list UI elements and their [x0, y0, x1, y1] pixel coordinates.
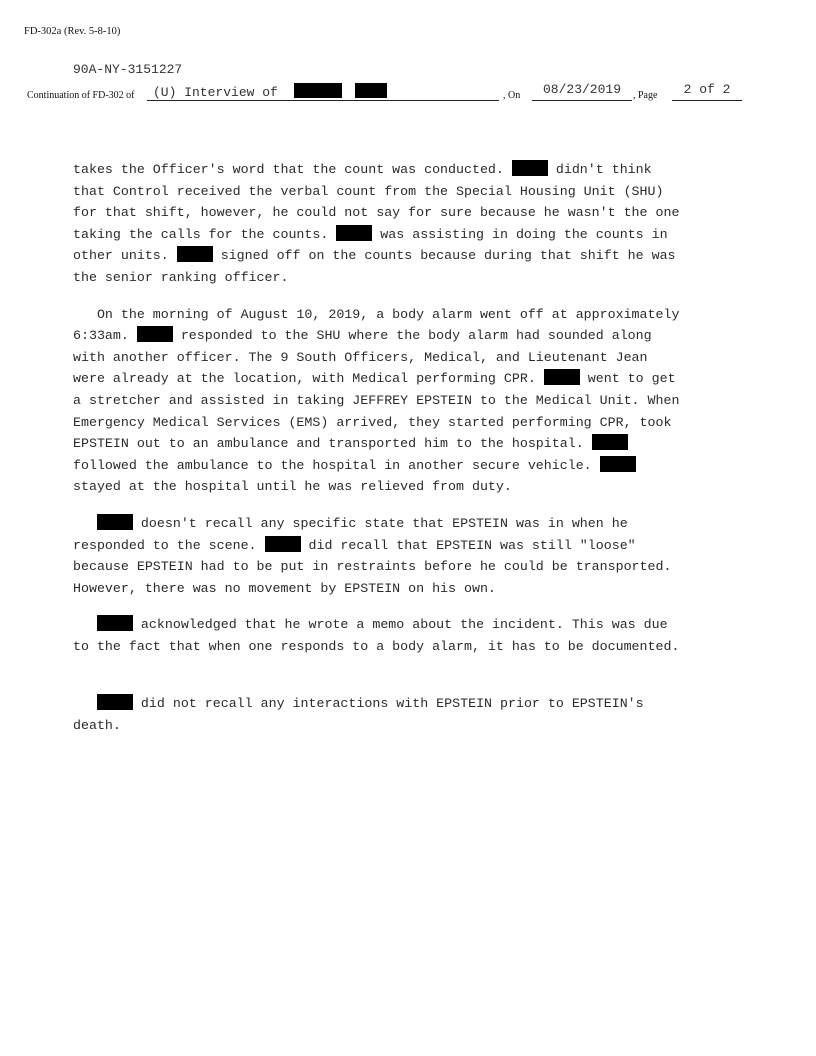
text-segment: didn't think — [547, 162, 652, 177]
text-line — [73, 715, 753, 737]
text-line — [73, 556, 753, 578]
redaction-block — [97, 615, 133, 631]
text-segment — [73, 617, 97, 632]
text-segment: stayed at the hospital until he was relieved from duty. — [73, 479, 512, 495]
text-segment: EPSTEIN out to an ambulance and transported him to the hospital. — [73, 436, 592, 452]
date-field: 08/23/2019 — [532, 83, 632, 101]
text-line — [73, 455, 753, 477]
redaction-block — [512, 160, 548, 176]
text-segment: for that shift, however, he could not say for sure because he wasn't the one — [73, 205, 680, 221]
text-segment: the senior ranking officer. — [73, 269, 289, 285]
text-segment: signed off on the counts because during that shift he was — [212, 248, 676, 264]
text-segment: death. — [73, 718, 121, 734]
text-segment: were already at the location, with Medical performing CPR. — [73, 371, 544, 387]
paragraph — [73, 614, 753, 657]
paragraph-gap — [73, 498, 753, 513]
paragraph — [73, 304, 753, 498]
text-segment: a stretcher and assisted in taking JEFFREY EPSTEIN to the Medical Unit. When — [73, 392, 680, 408]
paragraph — [73, 159, 753, 289]
text-line — [73, 412, 753, 434]
text-segment: was assisting in doing the counts in — [372, 226, 668, 242]
text-segment — [73, 696, 97, 711]
text-line — [73, 513, 753, 535]
text-line — [73, 267, 753, 289]
redaction-block — [97, 694, 133, 710]
text-segment: responded to the scene. — [73, 537, 265, 553]
text-line — [73, 693, 753, 715]
paragraph-gap — [73, 657, 753, 693]
paragraph-gap — [73, 289, 753, 304]
redaction-block — [137, 326, 173, 342]
text-segment: takes the Officer's word that the count was conducted. — [73, 162, 512, 177]
text-line — [73, 578, 753, 600]
text-line — [73, 245, 753, 267]
text-segment: did not recall any interactions with EPSTEIN prior to EPSTEIN's — [132, 696, 644, 712]
text-line — [73, 614, 753, 636]
on-label: , On — [503, 90, 521, 101]
text-segment: with another officer. The 9 South Officers, Medical, and Lieutenant Jean — [73, 349, 648, 365]
text-line — [73, 368, 753, 390]
subject-text: (U) Interview of — [153, 85, 278, 100]
redaction-block — [177, 246, 213, 262]
redaction-block — [355, 83, 387, 98]
text-line — [73, 304, 753, 326]
redaction-block — [294, 83, 342, 98]
redaction-block — [336, 225, 372, 241]
text-line — [73, 390, 753, 412]
text-segment: However, there was no movement by EPSTEIN on his own. — [73, 580, 496, 596]
redaction-block — [265, 536, 301, 552]
text-segment: acknowledged that he wrote a memo about the incident. This was due — [132, 617, 668, 633]
text-line — [73, 224, 753, 246]
text-segment: went to get — [579, 371, 676, 387]
text-segment: taking the calls for the counts. — [73, 226, 337, 242]
text-segment: followed the ambulance to the hospital in another secure vehicle. — [73, 457, 600, 473]
text-segment: that Control received the verbal count from the Special Housing Unit (SHU) — [73, 183, 664, 199]
document-body — [73, 159, 753, 737]
text-line — [73, 476, 753, 498]
text-line — [73, 433, 753, 455]
case-number: 90A-NY-3151227 — [73, 62, 183, 77]
continuation-label: Continuation of FD-302 of — [27, 90, 135, 101]
paragraph-gap — [73, 599, 753, 614]
form-identifier: FD-302a (Rev. 5-8-10) — [24, 26, 121, 37]
text-segment: On the morning of August 10, 2019, a body alarm went off at approximately — [73, 306, 680, 322]
text-segment: Emergency Medical Services (EMS) arrived, they started performing CPR, took — [73, 414, 672, 430]
text-segment: 6:33am. — [73, 328, 137, 344]
text-segment: to the fact that when one responds to a body alarm, it has to be documented. — [73, 638, 680, 654]
text-line — [73, 347, 753, 369]
redaction-block — [97, 514, 133, 530]
text-line — [73, 535, 753, 557]
redaction-block — [600, 456, 636, 472]
paragraph — [73, 693, 753, 736]
text-line — [73, 202, 753, 224]
continuation-header — [27, 83, 747, 103]
redaction-block — [592, 434, 628, 450]
text-segment: responded to the SHU where the body alarm had sounded along — [172, 328, 652, 344]
page-number-field: 2 of 2 — [672, 83, 742, 101]
subject-field — [147, 83, 499, 101]
text-segment: did recall that EPSTEIN was still "loose" — [300, 537, 636, 553]
redaction-block — [544, 369, 580, 385]
text-line — [73, 159, 753, 181]
paragraph — [73, 513, 753, 599]
text-line — [73, 181, 753, 203]
text-line — [73, 325, 753, 347]
text-segment: because EPSTEIN had to be put in restraints before he could be transported. — [73, 559, 672, 575]
text-segment — [73, 516, 97, 531]
text-segment: doesn't recall any specific state that EPSTEIN was in when he — [132, 515, 628, 531]
page-label: , Page — [633, 90, 658, 101]
text-segment: other units. — [73, 248, 177, 264]
text-line — [73, 636, 753, 658]
